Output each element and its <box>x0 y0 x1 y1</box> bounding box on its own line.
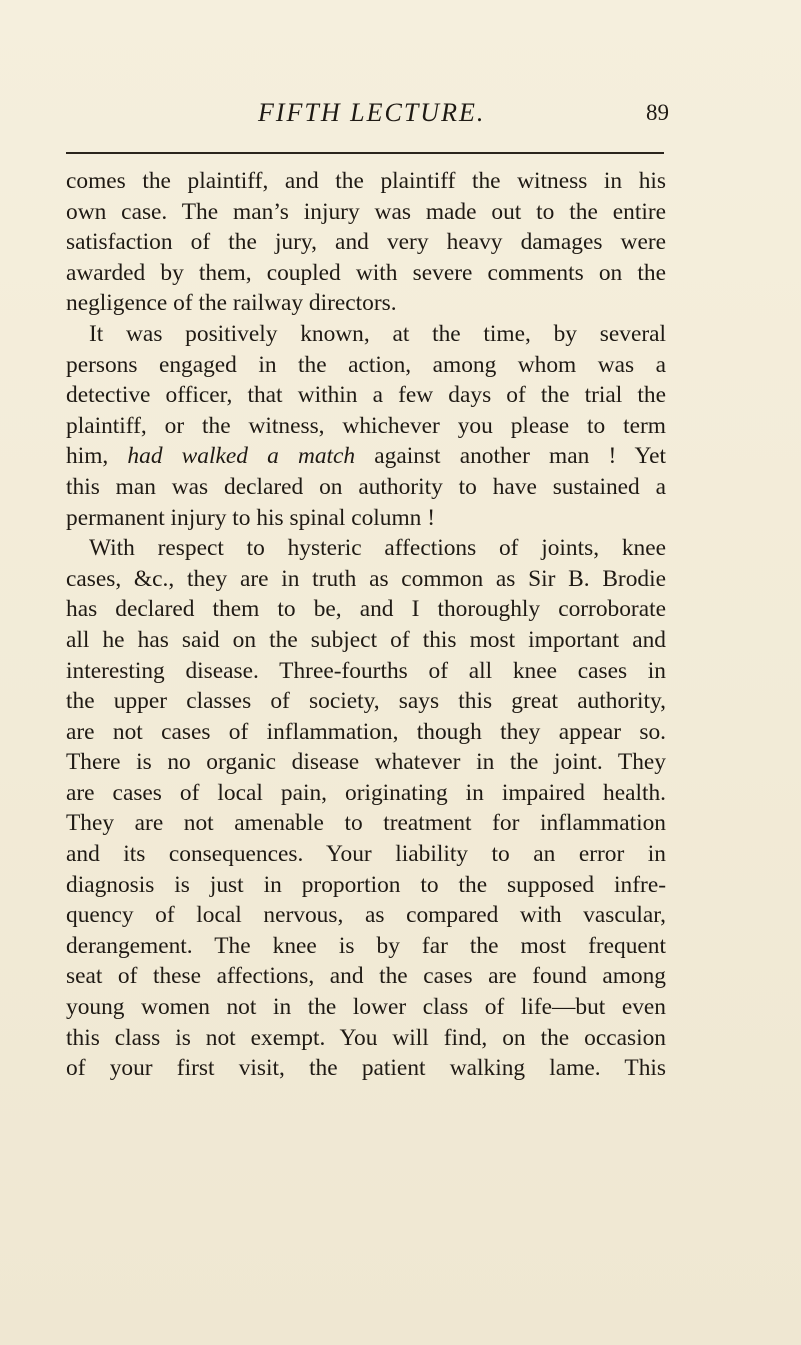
body-text <box>66 166 666 1084</box>
text-line-mixed <box>66 441 666 472</box>
text-line: permanent injury to his spinal column ! <box>66 504 435 531</box>
header-rule <box>66 152 664 154</box>
text-line: comes the plaintiff, and the plaintiff the witness in his <box>66 168 666 194</box>
text-line: own case. The man’s injury was made out to the entire <box>66 198 666 225</box>
text-line: cases, &c., they are in truth as common as Sir B. Brodie <box>66 565 666 592</box>
text-line: the upper classes of society, says this great authority, <box>66 688 666 715</box>
text-line: has declared them to be, and I thoroughly corroborate <box>66 596 666 623</box>
text-line: interesting disease. Three-fourths of all knee cases in <box>66 657 666 684</box>
text-line: awarded by them, coupled with severe comments on the <box>66 259 666 286</box>
text-line: diagnosis is just in proportion to the supposed infre- <box>66 871 666 898</box>
italic-phrase: had walked a match <box>127 443 356 470</box>
text-line: With respect to hysteric affections of joints, knee <box>89 535 666 562</box>
text-line: and its consequences. Your liability to an error in <box>66 841 666 868</box>
text-line: this man was declared on authority to have sustained a <box>66 473 666 500</box>
text-line: seat of these affections, and the cases are found among <box>66 963 666 990</box>
text-line: persons engaged in the action, among whom was a <box>66 351 666 378</box>
text-run: against another man ! Yet <box>374 443 666 470</box>
text-line: are cases of local pain, originating in impaired health. <box>66 779 666 806</box>
text-line: There is no organic disease whatever in the joint. They <box>66 749 666 776</box>
text-line: They are not amenable to treatment for inflammation <box>66 810 666 837</box>
text-line: derangement. The knee is by far the most frequent <box>66 932 666 959</box>
text-line: negligence of the railway directors. <box>66 290 397 317</box>
text-line: It was positively known, at the time, by several <box>89 320 666 347</box>
text-line: satisfaction of the jury, and very heavy damages were <box>66 229 666 256</box>
running-title: FIFTH LECTURE. <box>258 98 486 127</box>
page-number: 89 <box>646 100 669 125</box>
text-line: quency of local nervous, as compared with vascular, <box>66 902 666 929</box>
text-line: of your first visit, the patient walking lame. This <box>66 1055 666 1082</box>
text-line: are not cases of inflammation, though they appear so. <box>66 718 666 745</box>
text-run: him, <box>66 443 109 470</box>
text-line: detective officer, that within a few days of the trial the <box>66 382 666 409</box>
text-line: this class is not exempt. You will find, on the occasion <box>66 1024 666 1051</box>
text-line: all he has said on the subject of this most important and <box>66 626 666 653</box>
text-line: plaintiff, or the witness, whichever you please to term <box>66 412 666 439</box>
text-line: young women not in the lower class of life—but even <box>66 994 666 1021</box>
running-header <box>0 98 801 138</box>
